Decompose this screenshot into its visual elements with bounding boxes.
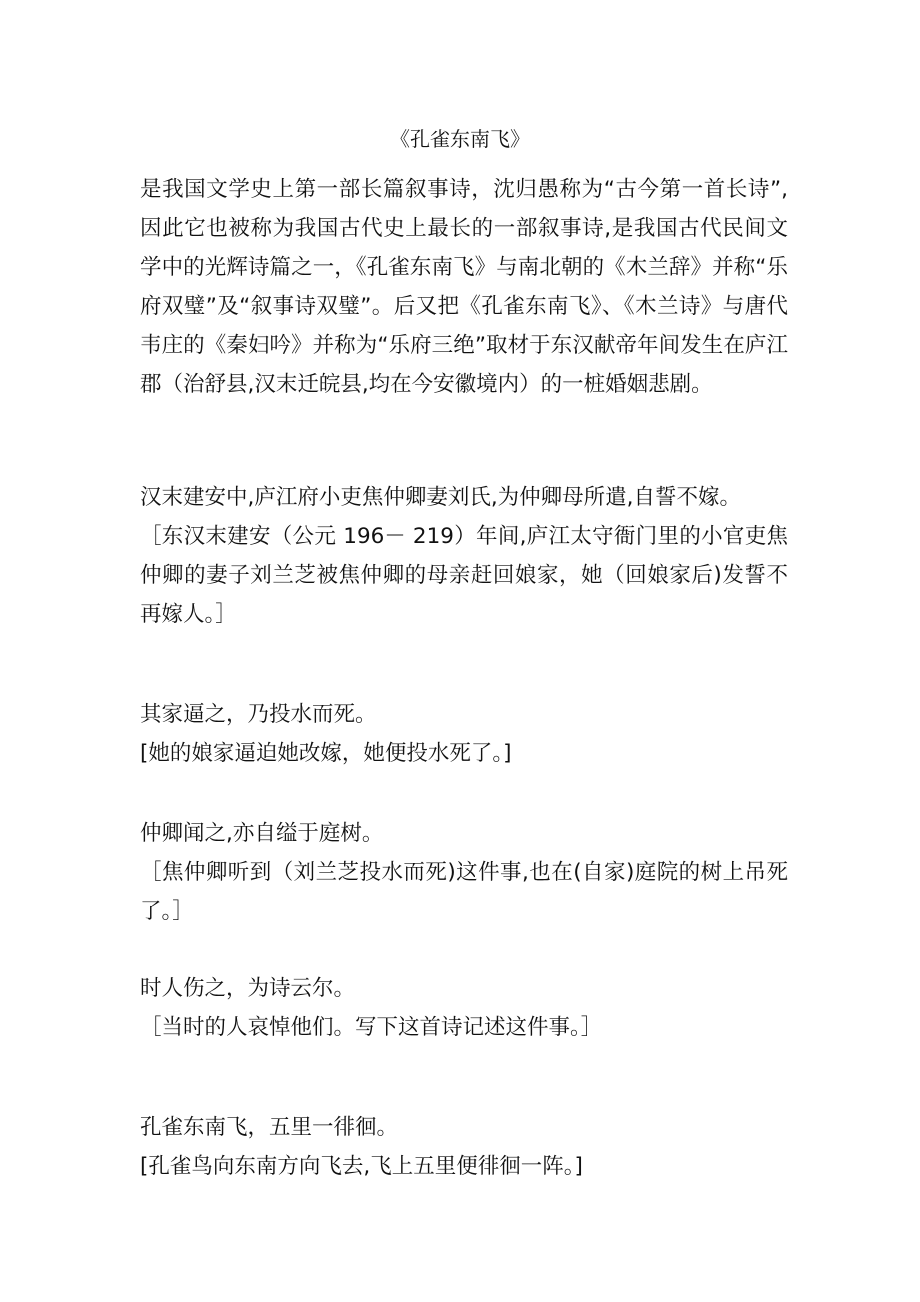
passage-3 [140,814,788,931]
passage-original: 其家逼之，乃投水而死。 [140,702,377,727]
passage-translation: [她的娘家逼迫她改嫁，她便投水死了。] [140,741,512,766]
passage-original: 仲卿闻之,亦自缢于庭树。 [140,821,384,846]
passage-original: 汉末建安中,庐江府小吏焦仲卿妻刘氏,为仲卿母所遣,自誓不嫁。 [140,485,742,510]
intro-paragraph: 是我国文学史上第一部长篇叙事诗，沈归愚称为“古今第一首长诗”,因此它也被称为我国古代史上最长的一部叙事诗,是我国古代民间文学中的光辉诗篇之一，《孔雀东南飞》与南北朝的《木兰辞》并称“乐府双璧”及“叙事诗双璧”。后又把《孔雀东南飞》、《木兰诗》与唐代韦庄的《秦妇吟》并称为“乐府三绝”取材于东汉献帝年间发生在庐江郡（治舒县,汉末迁皖县,均在今安徽境内）的一桩婚姻悲剧。 [140,177,788,397]
passage-translation: ［当时的人哀悼他们。写下这首诗记述这件事。］ [140,1015,603,1040]
passage-5 [140,1108,788,1186]
passage-4 [140,969,788,1047]
passage-2 [140,695,788,773]
passage-translation: ［东汉末建安（公元 196－ 219）年间,庐江太守衙门里的小官吏焦仲卿的妻子刘兰芝被焦仲卿的母亲赶回娘家，她（回娘家后)发誓不再嫁人。］ [140,524,788,627]
document-title: 《孔雀东南飞》 [390,127,530,151]
passage-translation: ［焦仲卿听到（刘兰芝投水而死)这件事,也在(自家)庭院的树上吊死了。］ [140,860,788,924]
passage-original: 时人伤之，为诗云尔。 [140,976,356,1001]
passage-translation: [孔雀鸟向东南方向飞去,飞上五里便徘徊一阵。] [140,1154,583,1179]
passage-original: 孔雀东南飞，五里一徘徊。 [140,1115,399,1140]
passage-1 [140,478,788,634]
